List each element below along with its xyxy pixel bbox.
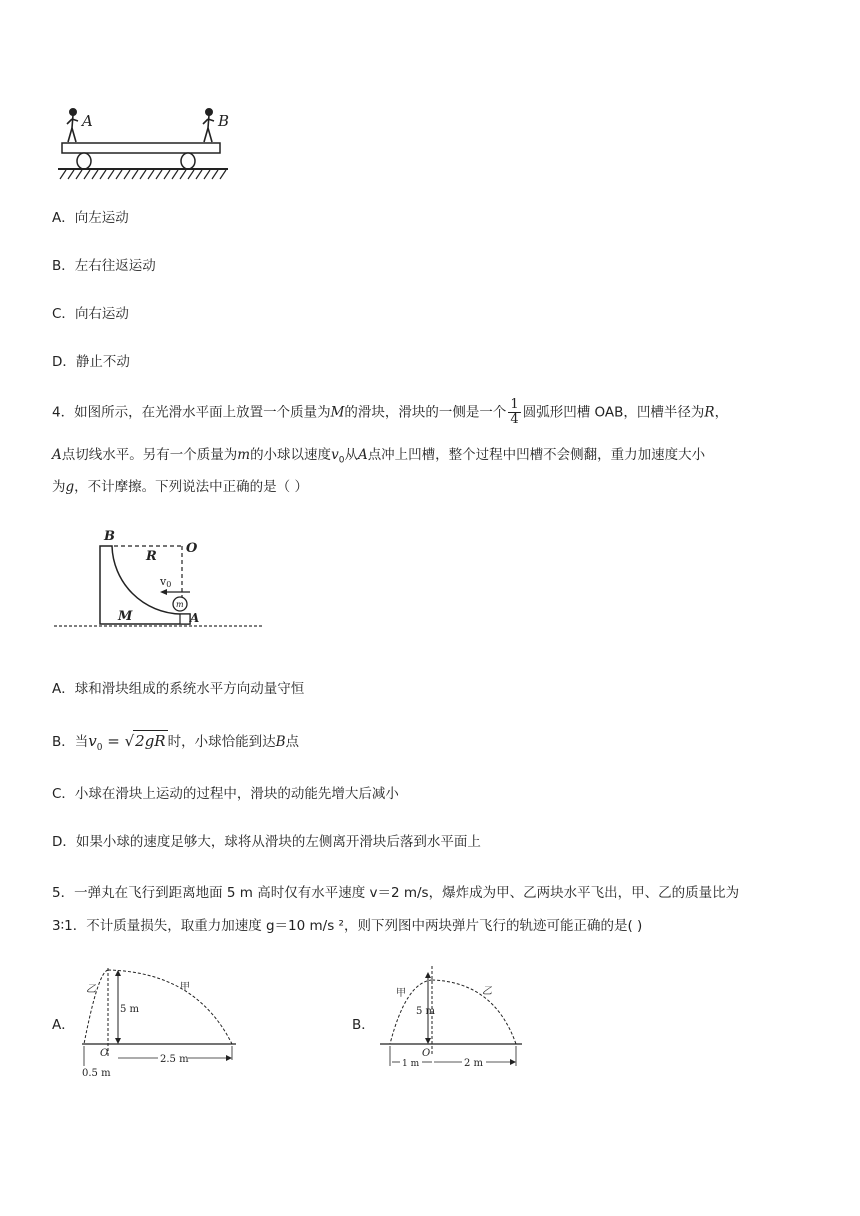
label-m-big: M [118, 609, 133, 624]
label-a-point: A [190, 611, 200, 625]
label-yi: 乙 [482, 986, 492, 997]
slider-block [100, 546, 190, 624]
arrow-up-icon [425, 972, 431, 978]
dim-label-right: 2.5 m [160, 1054, 189, 1065]
arrow-down-icon [115, 1038, 121, 1044]
q5-option-a[interactable]: A． [52, 1017, 75, 1033]
dim-label-left: 0.5 m [82, 1068, 111, 1079]
dim-arrow-icon [226, 1055, 232, 1061]
label-v0: v0 [160, 575, 172, 589]
q4-stem-line-2: A点切线水平。另有一个质量为m的小球以速度$v_0$从A点冲上凹槽，整个过程中凹槽不会侧翻，重力加速度大小 [52, 447, 706, 466]
dim-label-right: 2 m [464, 1058, 484, 1069]
q4-option-b[interactable]: B．当$v_0 = √2gR$ 时，小球恰能到达B点 [52, 732, 300, 753]
trajectory-yi [84, 970, 108, 1044]
q3-option-d[interactable]: D．静止不动 [52, 354, 130, 370]
q4-option-d[interactable]: D．如果小球的速度足够大，球将从滑块的左侧离开滑块后落到水平面上 [52, 834, 481, 850]
trajectory-yi [432, 980, 516, 1044]
wheel-left [77, 153, 91, 169]
arrow-down-icon [425, 1038, 431, 1044]
arrow-head-icon [160, 589, 167, 595]
label-r: R [146, 549, 157, 564]
q5-stem-line-2: 3∶1．不计质量损失，取重力加速度 g＝10 m/s ²，则下列图中两块弹片飞行的轨迹可能正确的是( ) [52, 918, 643, 934]
height-label: 5 m [416, 1006, 436, 1017]
origin-label: O [422, 1048, 431, 1059]
dim-label-left: 1 m [402, 1059, 420, 1069]
cart-figure [56, 104, 236, 184]
quarter-fraction: $\frac{1}{4}$ [510, 397, 519, 427]
q4-option-c[interactable]: C．小球在滑块上运动的过程中，滑块的动能先增大后减小 [52, 786, 399, 802]
cart-plank [62, 143, 220, 153]
person-a-icon [67, 109, 78, 142]
q4-option-a[interactable]: A．球和滑块组成的系统水平方向动量守恒 [52, 681, 305, 697]
label-b: B [218, 112, 230, 130]
lip-a [180, 614, 190, 624]
q4-stem-line-1: 4．如图所示，在光滑水平面上放置一个质量为M的滑块，滑块的一侧是一个 $\frac{1}{4}$ 圆弧形凹槽 OAB，凹槽半径为R， [52, 397, 729, 427]
ground-hatch [60, 170, 226, 179]
label-a: A [82, 112, 93, 130]
q3-option-a[interactable]: A．向左运动 [52, 210, 129, 226]
q5-option-b[interactable]: B． [352, 1017, 375, 1033]
height-label: 5 m [120, 1004, 140, 1015]
origin-label: O [100, 1048, 109, 1059]
label-o: O [186, 541, 198, 556]
trajectory-figure-a [76, 962, 246, 1080]
q3-option-b[interactable]: B．左右往返运动 [52, 258, 156, 274]
q3-option-c[interactable]: C．向右运动 [52, 306, 129, 322]
groove-figure [52, 528, 264, 636]
label-jia: 甲 [180, 982, 190, 993]
q4-stem-line-3: 为g，不计摩擦。下列说法中正确的是（ ） [52, 479, 308, 495]
ball-label: m [176, 600, 184, 609]
label-jia: 甲 [396, 988, 406, 999]
label-yi: 乙 [86, 984, 96, 995]
label-b: B [104, 529, 115, 544]
trajectory-figure-b [376, 962, 526, 1072]
dim-arrow-icon [510, 1059, 516, 1065]
wheel-right [181, 153, 195, 169]
q5-stem-line-1: 5．一弹丸在飞行到距离地面 5 m 高时仅有水平速度 v＝2 m/s，爆炸成为甲、乙两块水平飞出，甲、乙的质量比为 [52, 885, 740, 901]
person-b-icon [203, 109, 214, 142]
